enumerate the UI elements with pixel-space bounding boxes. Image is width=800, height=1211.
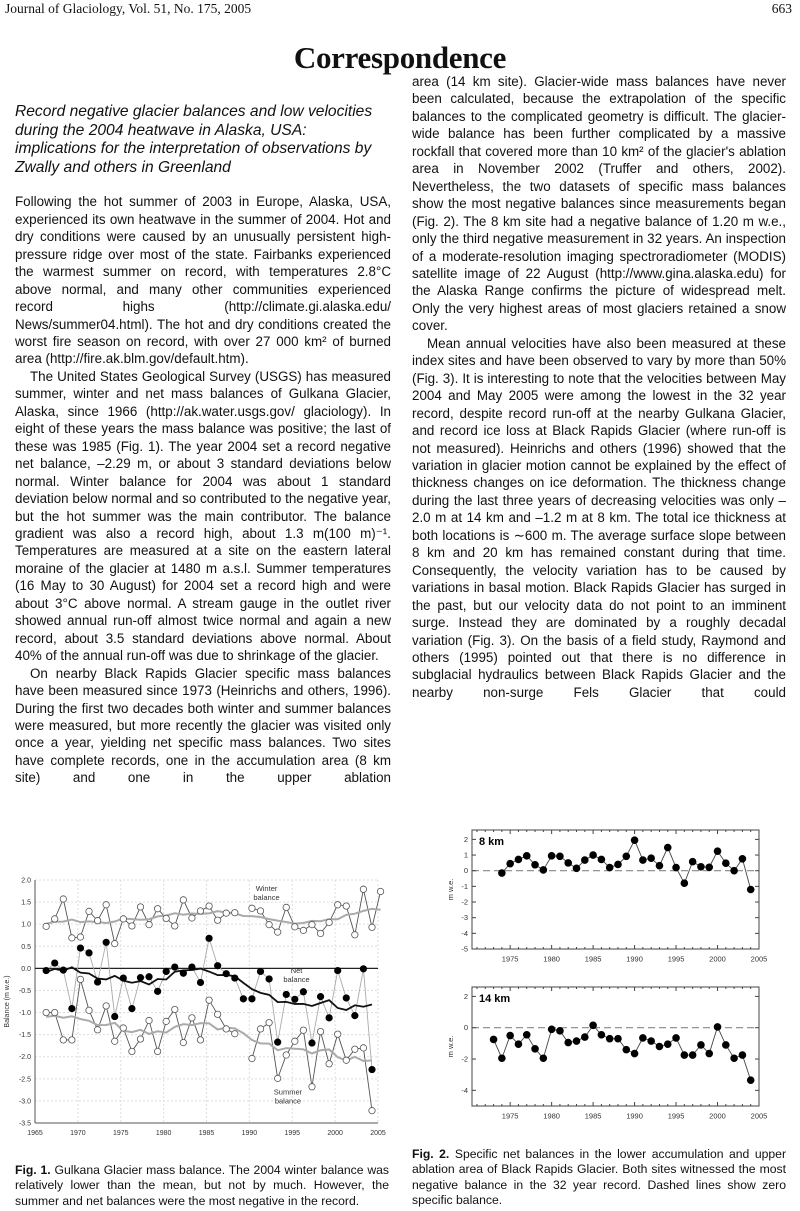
data-point <box>249 996 255 1002</box>
data-point <box>94 917 100 923</box>
data-point <box>77 976 83 982</box>
data-point <box>581 857 588 864</box>
x-tick-label: 1985 <box>198 1130 215 1137</box>
data-point <box>698 1042 705 1049</box>
data-point <box>206 935 212 941</box>
data-point <box>369 1066 375 1072</box>
data-point <box>706 1050 713 1057</box>
data-point <box>557 853 564 860</box>
data-point <box>214 963 220 969</box>
y-tick-label: 0.5 <box>21 943 31 951</box>
data-point <box>69 1005 75 1011</box>
data-point <box>52 916 58 922</box>
data-point <box>214 917 220 923</box>
data-point <box>274 1075 280 1081</box>
data-point <box>69 935 75 941</box>
data-point <box>689 1052 696 1059</box>
data-point <box>673 864 680 871</box>
chart-annotation: Winter <box>255 884 278 894</box>
y-tick-label: -2.0 <box>18 1054 31 1062</box>
data-point <box>317 930 323 936</box>
data-point <box>274 1039 280 1045</box>
x-tick-label: 2005 <box>750 954 768 964</box>
data-point <box>129 923 135 929</box>
data-point <box>180 897 186 903</box>
data-point <box>223 910 229 916</box>
data-point <box>606 1035 613 1042</box>
data-point <box>146 921 152 927</box>
data-point <box>257 908 263 914</box>
data-point <box>639 1034 646 1041</box>
data-point <box>498 870 505 877</box>
y-tick-label: -2 <box>461 897 468 907</box>
right-column <box>412 73 786 701</box>
data-point <box>739 1052 746 1059</box>
data-point <box>540 867 547 874</box>
x-tick-label: 1975 <box>501 1111 519 1121</box>
y-tick-label: -4 <box>461 928 468 938</box>
y-tick-label: -5 <box>461 944 468 954</box>
data-point <box>69 1037 75 1043</box>
y-tick-label: -1 <box>461 881 468 891</box>
caption-text: Specific net balances in the lower accumulation and upper ablation area of Black Rapids Glacier. Both sites witnessed the most negative balance in the 32 year record. Dashed lines show zero specific balance. <box>412 1147 787 1207</box>
data-point <box>369 924 375 930</box>
data-point <box>274 929 280 935</box>
data-point <box>180 970 186 976</box>
data-point <box>664 844 671 851</box>
paragraph: Following the hot summer of 2003 in Europe, Alaska, USA, experienced its own heatwave in the summer of 2004. Hot and dry conditions were caused by an unusually persistent high-pressure ridge over most of the state. Fairbanks experienced the warmest summer on record, with temperatures 2.8°C above normal, and many other communities experienced record highs (http://climate.gi.alaska.edu/ News/summer04.html). The hot and dry conditions created the worst fire season on record, with over 27 000 km² of burned area (http://fire.ak.blm.gov/default.htm). <box>15 194 391 367</box>
x-tick-label: 1965 <box>27 1130 43 1137</box>
data-point <box>86 950 92 956</box>
data-point <box>283 1052 289 1058</box>
paragraph: The United States Geological Survey (USGS) has measured summer, winter and net mass balances of Gulkana Glacier, Alaska, since 1966 (http://ak.water.usgs.gov/ glaciology). In eight of these years the mass balance was positive; the last of these was 1985 (Fig. 1). The year 2004 set a record negative net balance, –2.29 m, or about 3 standard deviations below normal. Winter balance for 2004 was about 1 standard deviation below normal and so contributed to the negative year, but the hot summer was the main contributor. The balance gradient was also a record high, about 1.3 m(100 m)⁻¹. Temperatures are measured at a site on the eastern lateral moraine of the glacier at 1480 m a.s.l. Summer temperatures (16 May to 30 August) for 2004 set a record high and were about 3°C above normal. A stream gauge in the outlet river showed annual run-off almost twice normal and again a new record, about 3.5 standard deviations above normal. About 40% of the annual run-off was due to shrinkage of the glacier. <box>15 368 391 664</box>
data-point <box>137 974 143 980</box>
data-point <box>360 886 366 892</box>
data-point <box>615 861 622 868</box>
data-point <box>573 865 580 872</box>
data-point <box>565 859 572 866</box>
data-point <box>129 1005 135 1011</box>
data-point <box>180 1039 186 1045</box>
data-point <box>257 1026 263 1032</box>
chart-annotation: balance <box>253 893 280 903</box>
x-tick-label: 2005 <box>750 1111 768 1121</box>
data-point <box>507 860 514 867</box>
y-tick-label: -1.5 <box>18 1032 31 1040</box>
data-point <box>360 1045 366 1051</box>
plot-frame <box>472 987 759 1106</box>
data-point <box>606 864 613 871</box>
data-point <box>648 1038 655 1045</box>
data-point <box>540 1055 547 1062</box>
data-point <box>326 919 332 925</box>
chart-annotation: balance <box>283 974 310 984</box>
y-tick-label: -0.5 <box>18 987 31 995</box>
data-point <box>532 1045 539 1052</box>
data-point <box>163 968 169 974</box>
y-tick-label: 2 <box>463 991 468 1001</box>
data-point <box>112 1013 118 1019</box>
y-tick-label: -4 <box>461 1085 468 1095</box>
data-point <box>309 1084 315 1090</box>
y-tick-label: 0 <box>463 1023 468 1033</box>
data-point <box>590 1022 597 1029</box>
data-point <box>129 1048 135 1054</box>
data-point <box>223 970 229 976</box>
data-point <box>77 945 83 951</box>
x-tick-label: 1995 <box>667 1111 685 1121</box>
data-point <box>146 974 152 980</box>
x-tick-label: 1975 <box>112 1130 129 1137</box>
data-point <box>343 1057 349 1063</box>
y-tick-label: -2 <box>461 1054 468 1064</box>
data-point <box>292 996 298 1002</box>
figure-1-caption <box>15 1163 389 1209</box>
data-point <box>631 837 638 844</box>
data-point <box>249 1055 255 1061</box>
y-axis-label: m w.e. <box>446 1035 455 1058</box>
data-point <box>172 964 178 970</box>
caption-label: Fig. 1. <box>15 1163 51 1177</box>
data-point <box>317 1028 323 1034</box>
data-point <box>722 860 729 867</box>
x-tick-label: 1990 <box>241 1130 258 1137</box>
x-tick-label: 1980 <box>543 1111 560 1121</box>
y-axis-label: Balance (m w.e.) <box>4 975 11 1028</box>
data-point <box>214 1011 220 1017</box>
data-point <box>490 1036 497 1043</box>
data-point <box>112 1038 118 1044</box>
data-point <box>206 903 212 909</box>
data-point <box>292 1038 298 1044</box>
data-point <box>232 909 238 915</box>
data-point <box>706 864 713 871</box>
x-tick-label: 1995 <box>284 1130 301 1137</box>
data-point <box>343 903 349 909</box>
data-point <box>154 1048 160 1054</box>
data-point <box>257 968 263 974</box>
data-point <box>656 1043 663 1050</box>
data-point <box>300 1027 306 1033</box>
data-point <box>360 966 366 972</box>
data-point <box>309 1040 315 1046</box>
data-point <box>590 852 597 859</box>
data-point <box>334 967 340 973</box>
data-point <box>112 940 118 946</box>
data-point <box>154 988 160 994</box>
data-point <box>232 975 238 981</box>
data-point <box>86 1007 92 1013</box>
x-tick-label: 1990 <box>626 1111 643 1121</box>
data-point <box>623 1046 630 1053</box>
data-point <box>581 1034 588 1041</box>
data-point <box>197 908 203 914</box>
data-point <box>137 1036 143 1042</box>
data-point <box>615 1035 622 1042</box>
y-tick-label: -3.0 <box>18 1098 31 1106</box>
data-point <box>60 967 66 973</box>
data-point <box>283 904 289 910</box>
data-point <box>598 1031 605 1038</box>
y-tick-label: -1.0 <box>18 1010 31 1018</box>
x-tick-label: 1990 <box>626 954 643 964</box>
data-point <box>515 1041 522 1048</box>
data-point <box>656 862 663 869</box>
data-point <box>43 967 49 973</box>
data-point <box>283 991 289 997</box>
data-point <box>189 915 195 921</box>
data-point <box>631 1050 638 1057</box>
data-point <box>94 1027 100 1033</box>
data-point <box>86 908 92 914</box>
y-tick-label: 2 <box>463 834 468 844</box>
panel-label: 14 km <box>479 993 511 1005</box>
figure-2-chart-8km <box>420 822 795 977</box>
data-point <box>598 856 605 863</box>
x-tick-label: 2000 <box>327 1130 343 1137</box>
x-tick-label: 1995 <box>667 954 685 964</box>
figure-2-caption <box>412 1147 786 1208</box>
data-point <box>747 1077 754 1084</box>
x-tick-label: 1980 <box>543 954 560 964</box>
data-point <box>266 1020 272 1026</box>
chart-annotation: balance <box>274 1096 302 1106</box>
data-point <box>714 1024 721 1031</box>
data-point <box>240 996 246 1002</box>
chart-annotation: Net <box>290 965 303 975</box>
data-point <box>639 857 646 864</box>
data-point <box>681 1052 688 1059</box>
data-point <box>673 1034 680 1041</box>
data-point <box>52 960 58 966</box>
data-point <box>137 904 143 910</box>
data-point <box>172 1006 178 1012</box>
y-tick-label: 0 <box>463 866 468 876</box>
data-point <box>154 906 160 912</box>
y-tick-label: -2.5 <box>18 1076 31 1084</box>
data-point <box>189 964 195 970</box>
article-title: Record negative glacier balances and low velocities during the 2004 heatwave in Alaska, USA: implications for the interpretation of observations by Zwally and others in Greenland <box>15 103 373 176</box>
data-point <box>309 921 315 927</box>
panel-label: 8 km <box>479 836 505 848</box>
y-tick-label: 0.0 <box>21 965 31 973</box>
x-tick-label: 1985 <box>584 1111 602 1121</box>
x-tick-label: 2000 <box>709 1111 726 1121</box>
data-point <box>515 856 522 863</box>
data-point <box>722 1042 729 1049</box>
data-point <box>103 1003 109 1009</box>
data-point <box>523 852 530 859</box>
data-point <box>326 1015 332 1021</box>
data-point <box>120 1025 126 1031</box>
data-point <box>103 902 109 908</box>
data-point <box>507 1032 514 1039</box>
page-number: 663 <box>771 1 792 16</box>
data-point <box>266 976 272 982</box>
section-title: Correspondence <box>293 40 507 75</box>
data-point <box>557 1027 564 1034</box>
data-point <box>326 1061 332 1067</box>
data-point <box>714 848 721 855</box>
data-point <box>52 1009 58 1015</box>
paragraph: On nearby Black Rapids Glacier specific mass balances have been measured since 1973 (Heinrichs and others, 1996). During the first two decades both winter and summer balances were measured, but more recently the glacier was visited only once a year, yielding net specific mass balances. Two sites have complete records, one in the accumulation area (8 km site) and one in the upper ablation <box>15 665 391 786</box>
data-point <box>249 905 255 911</box>
left-column <box>15 103 391 787</box>
data-point <box>103 939 109 945</box>
data-point <box>43 1009 49 1015</box>
data-point <box>523 1031 530 1038</box>
y-tick-label: 1.5 <box>21 899 31 907</box>
data-point <box>172 923 178 929</box>
x-tick-label: 1985 <box>584 954 602 964</box>
paragraph: area (14 km site). Glacier-wide mass balances have never been calculated, because the extrapolation of the specific balances to the complicated geometry is difficult. The glacier-wide balance has been further complicated by a massive rockfall that covered more than 10 km² of the glacier's ablation area in November 2002 (Truffer and others, 2002). Nevertheless, the two datasets of specific mass balances show the most negative balances since measurements began (Fig. 2). The 8 km site had a negative balance of 1.20 m w.e., only the third negative measurement in 32 years. An inspection of a moderate-resolution imaging spectroradiometer (MODIS) satellite image of 22 August (http://www.gina.alaska.edu) for the Alaska Range confirms the picture of widespread melt. Only the very highest areas of most glaciers retained a snow cover. <box>412 74 786 334</box>
x-tick-label: 1975 <box>501 954 519 964</box>
running-header-journal: Journal of Glaciology, Vol. 51, No. 175, 2005 <box>5 1 252 16</box>
data-point <box>334 902 340 908</box>
x-tick-label: 2005 <box>370 1130 386 1137</box>
data-point <box>731 1055 738 1062</box>
data-point <box>369 1107 375 1113</box>
data-point <box>60 896 66 902</box>
data-point <box>498 1055 505 1062</box>
data-point <box>352 932 358 938</box>
data-point <box>548 852 555 859</box>
data-point <box>60 1037 66 1043</box>
data-point <box>681 880 688 887</box>
y-tick-label: -3 <box>461 913 468 923</box>
data-point <box>77 934 83 940</box>
y-tick-label: -3.5 <box>18 1120 31 1128</box>
data-point <box>120 916 126 922</box>
data-point <box>623 853 630 860</box>
data-point <box>747 886 754 893</box>
data-point <box>317 993 323 999</box>
x-tick-label: 2000 <box>709 954 726 964</box>
data-point <box>698 863 705 870</box>
data-point <box>343 995 349 1001</box>
data-point <box>334 1031 340 1037</box>
y-tick-label: 1.0 <box>21 921 31 929</box>
data-point <box>232 1031 238 1037</box>
figure-1-chart <box>0 866 400 1148</box>
data-point <box>731 867 738 874</box>
series-line-2 <box>252 1023 372 1111</box>
data-point <box>206 997 212 1003</box>
data-point <box>532 861 539 868</box>
data-point <box>300 989 306 995</box>
data-point <box>689 858 696 865</box>
y-tick-label: 1 <box>463 850 468 860</box>
figure-2-chart-14km <box>420 982 795 1132</box>
y-tick-label: 2.0 <box>21 877 31 885</box>
data-point <box>146 1017 152 1023</box>
chart-annotation: Summer <box>273 1087 303 1097</box>
data-point <box>573 1038 580 1045</box>
data-point <box>197 1037 203 1043</box>
data-point <box>94 979 100 985</box>
x-tick-label: 1980 <box>155 1130 172 1137</box>
data-point <box>120 975 126 981</box>
data-point <box>648 855 655 862</box>
data-point <box>352 1046 358 1052</box>
data-point <box>189 1015 195 1021</box>
data-point <box>266 921 272 927</box>
data-point <box>377 888 383 894</box>
y-axis-label: m w.e. <box>446 878 455 901</box>
data-point <box>300 927 306 933</box>
data-point <box>163 1018 169 1024</box>
data-point <box>292 924 298 930</box>
caption-label: Fig. 2. <box>412 1147 450 1161</box>
data-point <box>223 1026 229 1032</box>
caption-text: Gulkana Glacier mass balance. The 2004 winter balance was relatively lower than the mean, but not by much. However, the summer and net balances were the most negative in the record. <box>15 1163 390 1208</box>
data-point <box>664 1041 671 1048</box>
data-point <box>548 1026 555 1033</box>
series-line-0 <box>502 840 751 889</box>
data-point <box>565 1039 572 1046</box>
data-point <box>352 1012 358 1018</box>
trend-line-2 <box>46 1016 372 1061</box>
data-point <box>739 855 746 862</box>
data-point <box>43 923 49 929</box>
data-point <box>163 915 169 921</box>
paragraph: Mean annual velocities have also been measured at these index sites and have been observed to vary by more than 50% (Fig. 3). It is interesting to note that the velocities between May 2004 and May 2005 were among the lowest in the 32 year record, despite record run-off at the nearby Gulkana Glacier, and record ice loss at Black Rapids Glacier (where run-off is not measured). Heinrichs and others (1996) showed that the variation in glacier motion cannot be explained by the effect of thickness changes on ice deformation. The thickness change during the last three years of decreasing velocities was only –2.0 m at 14 km and –1.2 m at 8 km. The total ice thickness at both locations is ∼600 m. The average surface slope between 8 km and 20 km has remained constant during that time. Consequently, the velocity variation has to be caused by variations in basal motion. Black Rapids Glacier has surged in the past, but our velocity data do not point to an imminent surge. Instead they are dominated by a roughly decadal variation (Fig. 3). On the basis of a field study, Raymond and others (1995) pointed out that there is no difference in subglacial hydraulics between Black Rapids Glacier and the nearby non-surge Fels Glacier that could <box>412 335 786 700</box>
x-tick-label: 1970 <box>70 1130 86 1137</box>
data-point <box>197 979 203 985</box>
